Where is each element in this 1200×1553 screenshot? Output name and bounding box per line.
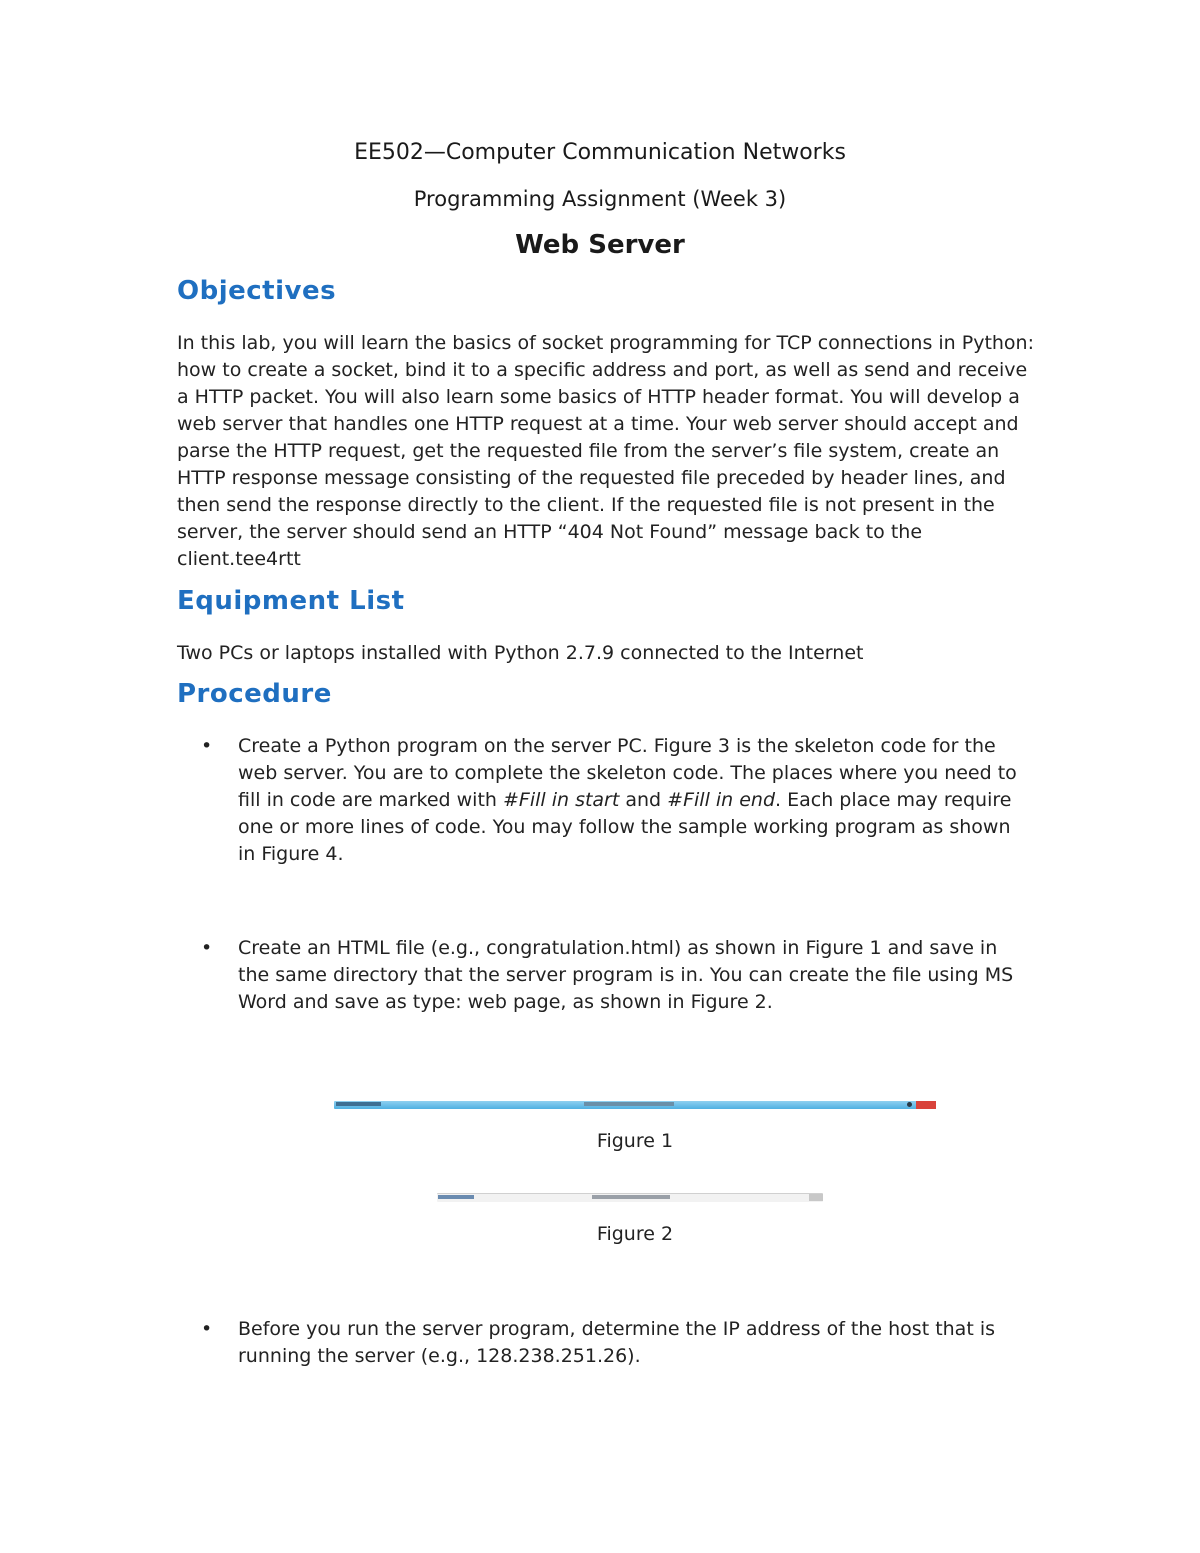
- equipment-paragraph: Two PCs or laptops installed with Python 2.7.9 connected to the Internet: [177, 642, 864, 664]
- figure-2-caption: Figure 2: [596, 1223, 674, 1245]
- procedure-step-2-text: Create an HTML file (e.g., congratulation.html) as shown in Figure 1 and save in the same directory that the server program is in. You can create the file using MS Word and save as type: web page, as shown in Figure 2.: [238, 937, 1014, 1013]
- figure-1-smiley-icon: [907, 1102, 912, 1107]
- step1-text-before: Create a Python program on the server PC. Figure 3 is the skeleton code for the web server. You are to complete the skeleton code. The places where you need to fill in code are marked with: [238, 735, 1017, 811]
- equipment-heading: Equipment List: [177, 586, 405, 616]
- step1-text-and: and: [619, 789, 668, 811]
- figure-1-caption: Figure 1: [596, 1130, 674, 1152]
- figure-1-browser-titlebar-image: [334, 1101, 936, 1109]
- fill-start-marker: #Fill in start: [502, 789, 620, 811]
- figure-2-close-icon: [809, 1194, 823, 1201]
- figure-2-window-title: [592, 1195, 670, 1199]
- objectives-paragraph: In this lab, you will learn the basics of socket programming for TCP connections in Python: how to create a socket, bind it to a specific address and port, as well as send and receive a HTTP packet. You will also learn some basics of HTTP header format. You will develop a web server that handles one HTTP request at a time. Your web server should accept and parse the HTTP request, get the requested file from the server’s file system, create an HTTP response message consisting of the requested file preceded by header lines, and then send the response directly to the client. If the requested file is not present in the server, the server should send an HTTP “404 Not Found” message back to the client.tee4rtt: [177, 332, 1035, 570]
- objectives-heading: Objectives: [177, 276, 337, 306]
- figure-2-save-dialog-image: [437, 1193, 823, 1202]
- bullet-icon: •: [201, 1318, 213, 1340]
- figure-1-window-title: [584, 1102, 674, 1106]
- procedure-step-3-text: Before you run the server program, determine the IP address of the host that is running the server (e.g., 128.238.251.26).: [238, 1318, 995, 1367]
- course-title: EE502—Computer Communication Networks: [354, 140, 846, 165]
- document-title: Web Server: [515, 230, 685, 260]
- assignment-title: Programming Assignment (Week 3): [413, 187, 787, 211]
- figure-1-nav-icons: [336, 1102, 381, 1106]
- figure-2-nav-icons: [438, 1195, 474, 1199]
- procedure-step-1-text: [238, 733, 1028, 868]
- procedure-heading: Procedure: [177, 679, 332, 709]
- fill-end-marker: #Fill in end: [667, 789, 776, 811]
- figure-1-close-icon: [916, 1101, 936, 1109]
- bullet-icon: •: [201, 937, 213, 959]
- bullet-icon: •: [201, 735, 213, 757]
- step1-text-after: . Each place may require one or more lines of code. You may follow the sample working program as shown in Figure 4.: [238, 789, 1012, 865]
